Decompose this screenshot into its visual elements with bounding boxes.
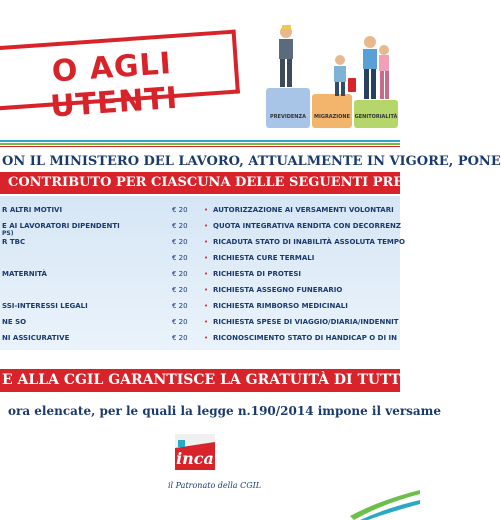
block-label-previdenza: PREVIDENZA (270, 114, 306, 120)
decorative-stripe-green (0, 143, 400, 145)
list-item: • QUOTA INTEGRATIVA RENDITA CON DECORRENZ (204, 222, 401, 230)
list-item: NE SO € 20 (2, 318, 188, 326)
list-item: MATERNITÀ € 20 (2, 270, 188, 278)
guarantee-banner-text: E ALLA CGIL GARANTISCE LA GRATUITÀ DI TUTTE LE PR (2, 372, 464, 388)
block-label-migrazione: MIGRAZIONE (314, 114, 350, 120)
services-left-column (0, 203, 195, 347)
bullet-icon: • (204, 318, 209, 326)
list-item: • AUTORIZZAZIONE AI VERSAMENTI VOLONTARI (204, 206, 394, 214)
bullet-icon: • (204, 270, 209, 278)
list-item: • RICONOSCIMENTO STATO DI HANDICAP O DI IN (204, 334, 397, 342)
headline-text: O AGLI UTENTI (49, 46, 180, 125)
contribution-banner-text: CONTRIBUTO PER CIASCUNA DELLE SEGUENTI PRESTAZIONI: (8, 175, 482, 190)
bullet-icon: • (204, 302, 209, 310)
list-item: • RICHIESTA SPESE DI VIAGGIO/DIARIA/INDENNIT (204, 318, 399, 326)
decorative-stripe-red (0, 146, 400, 147)
block-migrazione (312, 94, 352, 128)
list-item: • RICHIESTA ASSEGNO FUNERARIO (204, 286, 343, 294)
decorative-swoosh (350, 480, 420, 520)
list-item: € 20 (172, 254, 188, 262)
list-item: • RICHIESTA DI PROTESI (204, 270, 302, 278)
list-item: SSI-INTERESSI LEGALI € 20 (2, 302, 188, 310)
headline-stamp (0, 30, 240, 125)
law-note: ora elencate, per le quali la legge n.190/2014 impone il versame (8, 404, 442, 418)
services-right-column (204, 203, 405, 347)
bullet-icon: • (204, 238, 209, 246)
guarantee-banner (0, 369, 464, 392)
logo-word: inca (176, 449, 214, 468)
list-item: NI ASSICURATIVE € 20 (2, 334, 188, 342)
logo-tagline: il Patronato della CGIL (168, 481, 262, 490)
block-previdenza (266, 88, 310, 128)
bullet-icon: • (204, 254, 209, 262)
list-item: • RICHIESTA CURE TERMALI (204, 254, 315, 262)
contribution-banner (0, 172, 482, 194)
decorative-stripe-teal (0, 140, 400, 142)
inca-logo (175, 434, 215, 470)
list-item: R TBC € 20 (2, 238, 188, 246)
list-item: • RICADUTA STATO DI INABILITÀ ASSOLUTA TEMPO (204, 238, 405, 246)
bullet-icon: • (204, 206, 209, 214)
bullet-icon: • (204, 286, 209, 294)
list-item: € 20 (172, 286, 188, 294)
block-label-genitorialita: GENITORIALITÀ (354, 114, 398, 120)
bullet-icon: • (204, 222, 209, 230)
bullet-icon: • (204, 334, 209, 342)
intro-line (0, 154, 501, 172)
list-item: • RICHIESTA RIMBORSO MEDICINALI (204, 302, 348, 310)
list-item: E AI LAVORATORI DIPENDENTI PS) € 20 (2, 222, 188, 237)
intro-text: ON IL MINISTERO DEL LAVORO, ATTUALMENTE IN VIGORE, PONE (2, 154, 501, 169)
hero-illustration (262, 8, 400, 136)
inca-logo-icon (175, 434, 215, 470)
list-item: R ALTRI MOTIVI € 20 (2, 206, 188, 214)
